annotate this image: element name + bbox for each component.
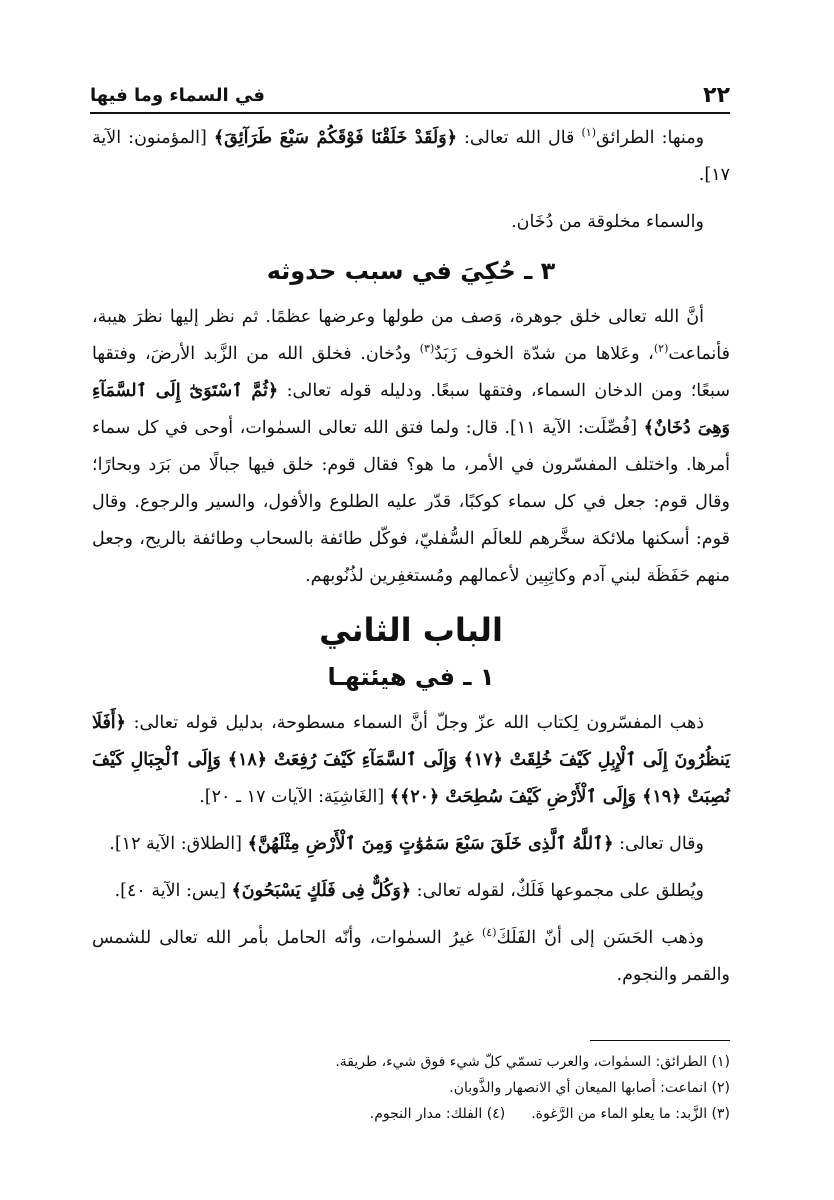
verse-reference: [الطلاق: الآية ١٢].: [109, 834, 248, 854]
footnotes: [92, 1040, 730, 1127]
running-title: في السماء وما فيها: [90, 85, 265, 106]
footnote-divider: [590, 1040, 730, 1041]
footnote-2: (٢) انماعت: أصابها الميعان أي الانصهار والذَّوبان.: [449, 1080, 730, 1096]
footnote-row: [92, 1101, 730, 1127]
paragraph-taraiq: ومنها: الطرائق$^{(١)}$ قال الله تعالى: ﴿وَلَقَدْ خَلَقْنَا فَوْقَكُمْ سَبْعَ طَرَآئِقَ﴾ [المؤمنون: الآية ١٧].: [92, 126, 730, 185]
page-header: [90, 72, 730, 114]
paragraph-hasan: وذهب الحَسَن إلى أنّ الفَلَكَ$^{(٤)}$ غيرُ السمٰوات، وأنّه الحامل بأمر الله تعالى للشمس والقمر والنجوم.: [92, 926, 730, 985]
footnote-ref-2: (٢): [653, 342, 669, 356]
footnote-ref-4: (٤): [482, 926, 497, 940]
verse-reference: [المؤمنون: الآية ١٧].: [92, 128, 730, 185]
page-number: ٢٢: [703, 83, 730, 108]
paragraph-dukhan: والسماء مخلوقة من دُخَان.: [511, 212, 704, 232]
footnote-ref-1: (١): [581, 126, 597, 140]
verse-reference: [الغَاشِيَة: الآيات ١٧ ـ ٢٠].: [199, 787, 390, 807]
footnote-4: (٤) الفلك: مدار النجوم.: [369, 1106, 506, 1122]
section-heading-1: ١ ـ في هيئتهـا: [327, 663, 495, 691]
quran-verse: ﴿وَكُلٌّ فِى فَلَكٍ يَسْبَحُونَ﴾: [231, 881, 412, 901]
section-heading-3: ٣ ـ حُكِيَ في سبب حدوثه: [266, 257, 556, 285]
chapter-heading: الباب الثاني: [319, 611, 503, 649]
footnote-3: (٣) الزَّبد: ما يعلو الماء من الرَّغوة.: [531, 1106, 730, 1122]
paragraph-talaq: وقال تعالى: ﴿ٱللَّهُ ٱلَّذِى خَلَقَ سَبْعَ سَمَٰوَٰتٍ وَمِنَ ٱلْأَرْضِ مِثْلَهُنَّ﴾ [الطلاق: الآية ١٢].: [109, 834, 704, 854]
footnote-1: (١) الطرائق: السمٰوات، والعرب تسمّي كلّ شيء فوق شيء، طريقة.: [335, 1054, 730, 1070]
quran-verse: ﴿ٱللَّهُ ٱلَّذِى خَلَقَ سَبْعَ سَمَٰوَٰتٍ وَمِنَ ٱلْأَرْضِ مِثْلَهُنَّ﴾: [247, 834, 614, 854]
paragraph-creation: أنَّ الله تعالى خلق جوهرة، وَصف من طولها وعرضها عظمًا. ثم نظر إليها نظرَ هيبة، فأنماعت$^{(٢)}$، وعَلاها من شدّة الخوف زَبَدٌ$^{(٣)}$ ودُخان. فخلق الله من الزَّبد الأرضَ، وفتقها سبعًا؛ ومن الدخان السماء، وفتقها سبعًا. ودليله قوله تعالى: ﴿ثُمَّ ٱسْتَوَىٰٓ إِلَى ٱلسَّمَآءِ وَهِىَ دُخَانٌ﴾ [فُصِّلَت: الآية ١١]. قال: ولما فتق الله تعالى السمٰوات، أوحى في كل سماء أمرها. واختلف المفسّرون في الأمر، ما هو؟ فقال قوم: خلق فيها جبالًا من بَرَد وبحارًا؛ وقال قوم: جعل في كل سماء كوكبًا، قدّر عليه الطلوع والأفول، والسير والرجوع. وقال قوم: أسكنها ملائكة سخَّرهم للعالَم السُّفليّ، فوكّل طائفة بالسحاب وطائفة بالريح، وجعل منهم حَفَظَة لبني آدم وكاتِبِين لأعمالهم ومُستغفِرين لذُنُوبهم.: [92, 307, 731, 586]
quran-verse: ﴿وَلَقَدْ خَلَقْنَا فَوْقَكُمْ سَبْعَ طَرَآئِقَ﴾: [213, 128, 457, 148]
verse-reference: [يس: الآية ٤٠].: [114, 881, 232, 901]
paragraph-falak: ويُطلق على مجموعها فَلَكٌ، لقوله تعالى: ﴿وَكُلٌّ فِى فَلَكٍ يَسْبَحُونَ﴾ [يس: الآية ٤٠].: [114, 881, 704, 901]
quran-verse: ﴿أَفَلَا يَنظُرُونَ إِلَى ٱلْإِبِلِ كَيْفَ خُلِقَتْ ﴿١٧﴾ وَإِلَى ٱلسَّمَآءِ كَيْفَ رُفِعَتْ ﴿١٨﴾ وَإِلَى ٱلْجِبَالِ كَيْفَ نُصِبَتْ ﴿١٩﴾ وَإِلَى ٱلْأَرْضِ كَيْفَ سُطِحَتْ ﴿٢٠﴾﴾: [92, 713, 731, 807]
footnote-ref-3: (٣): [419, 342, 435, 356]
page-body: [92, 120, 730, 1004]
quran-verse: ﴿ثُمَّ ٱسْتَوَىٰٓ إِلَى ٱلسَّمَآءِ وَهِىَ دُخَانٌ﴾: [92, 381, 730, 438]
paragraph-shape: ذهب المفسّرون لِكتاب الله عزّ وجلّ أنَّ السماء مسطوحة، بدليل قوله تعالى: ﴿أَفَلَا يَنظُرُونَ إِلَى ٱلْإِبِلِ كَيْفَ خُلِقَتْ ﴿١٧﴾ وَإِلَى ٱلسَّمَآءِ كَيْفَ رُفِعَتْ ﴿١٨﴾ وَإِلَى ٱلْجِبَالِ كَيْفَ نُصِبَتْ ﴿١٩﴾ وَإِلَى ٱلْأَرْضِ كَيْفَ سُطِحَتْ ﴿٢٠﴾﴾ [الغَاشِيَة: الآيات ١٧ ـ ٢٠].: [92, 713, 731, 807]
